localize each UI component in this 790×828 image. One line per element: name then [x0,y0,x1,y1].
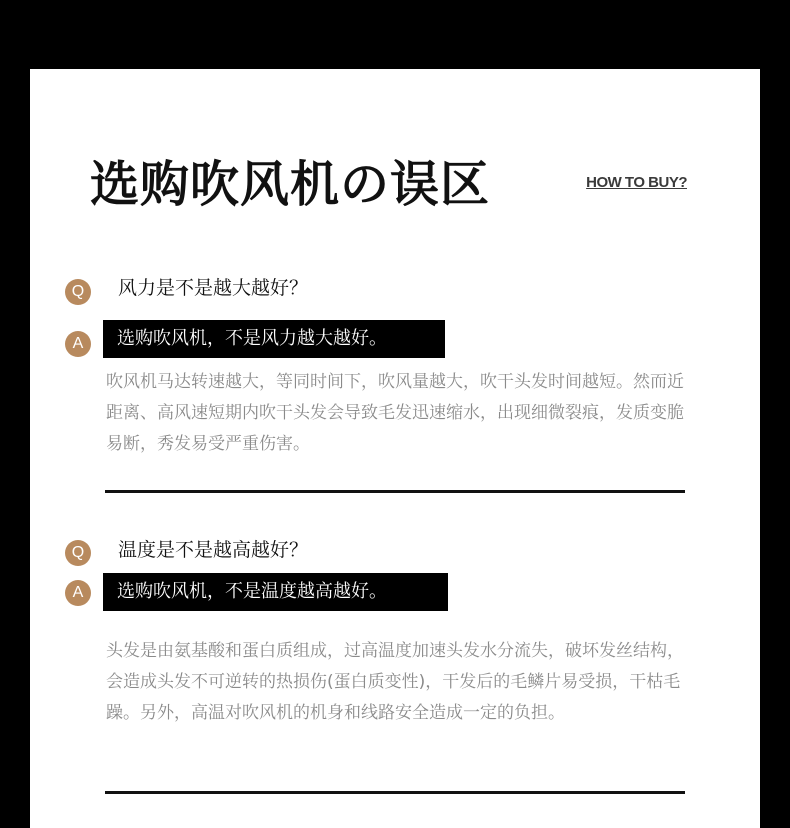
question-badge: Q [65,279,91,305]
faq-explanation-1: 吹风机马达转速越大，等同时间下，吹风量越大，吹干头发时间越短。然而近距离、高风速短期内吹干头发会导致毛发迅速缩水，出现细微裂痕，发质变脆易断，秀发易受严重伤害。 [106,372,684,454]
question-badge: Q [65,540,91,566]
answer-badge: A [65,331,91,357]
section-divider [105,791,685,794]
faq-question-2: 温度是不是越高越好？ [118,539,309,561]
page-title: 选购吹风机の误区 [90,156,491,213]
faq-answer-2: 选购吹风机，不是温度越高越好。 [103,573,448,611]
faq-explanation-2: 头发是由氨基酸和蛋白质组成，过高温度加速头发水分流失，破坏发丝结构，会造成头发不可逆转的热损伤(蛋白质变性)，干发后的毛鳞片易受损，干枯毛躁。另外，高温对吹风机的机身和线路安全造成一定的负担。 [106,641,684,723]
faq-answer-1: 选购吹风机，不是风力越大越好。 [103,320,445,358]
answer-badge: A [65,580,91,606]
content-card [30,69,760,828]
how-to-buy-link[interactable]: HOW TO BUY? [586,174,687,191]
section-divider [105,490,685,493]
faq-question-1: 风力是不是越大越好？ [118,277,309,299]
